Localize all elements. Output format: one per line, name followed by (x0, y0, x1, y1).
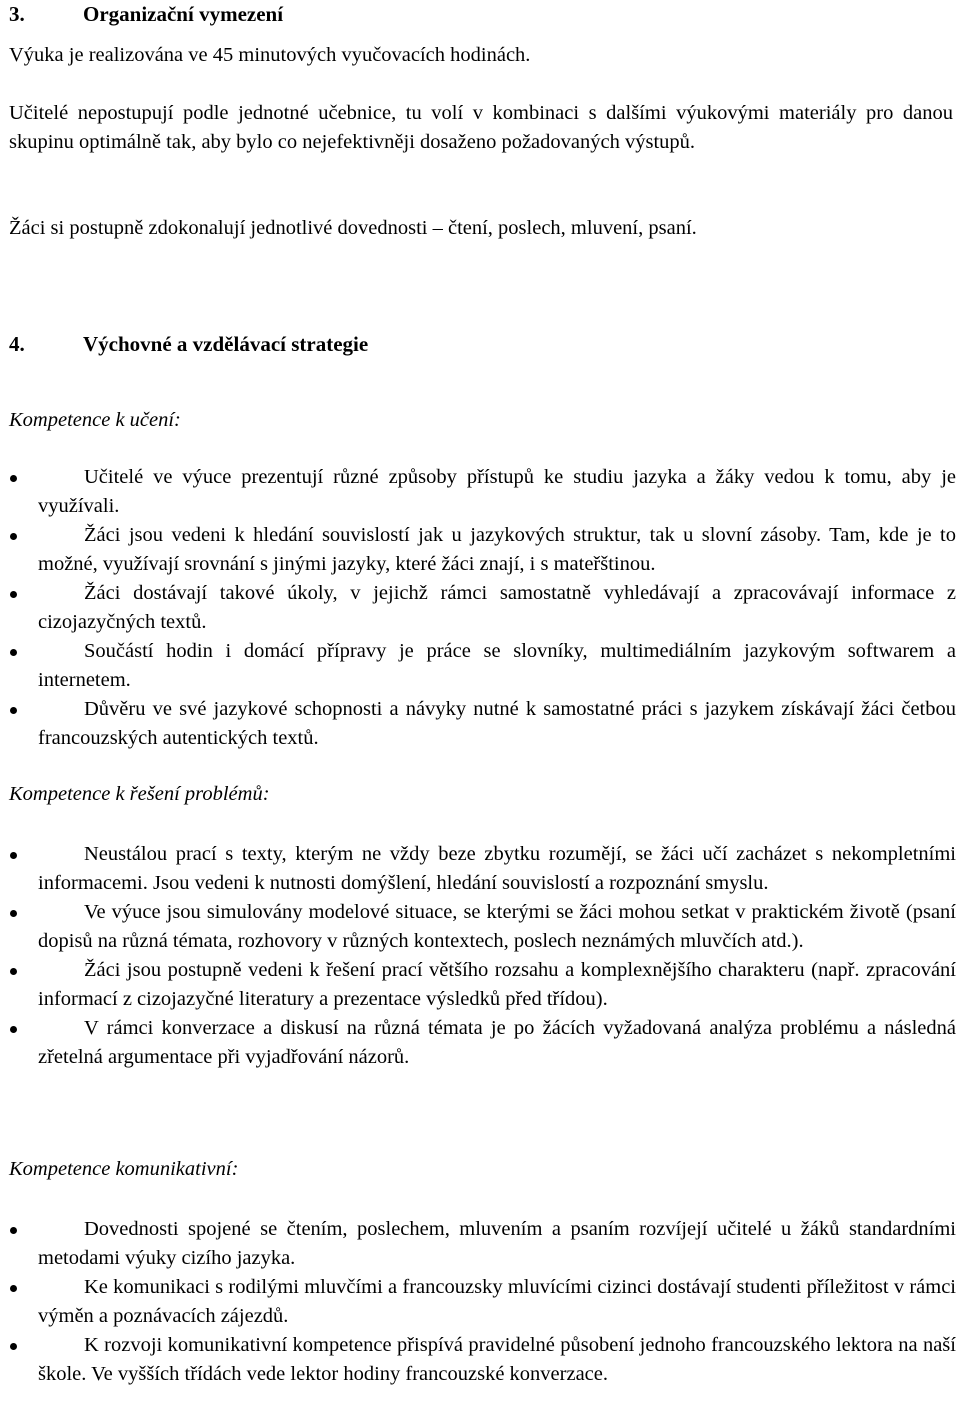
competence-problem-solving-list (38, 840, 956, 1072)
competence-learning-list (38, 463, 956, 753)
list-item: Ke komunikaci s rodilými mluvčími a francouzsky mluvícími cizinci dostávají studenti příležitost v rámci výměn a poznávacích zájezdů. (38, 1273, 956, 1331)
section-4-number: 4. (9, 332, 25, 356)
competence-communicative-heading: Kompetence komunikativní: (9, 1158, 239, 1180)
competence-learning-heading: Kompetence k učení: (9, 409, 181, 431)
section-3-paragraph-2: Učitelé nepostupují podle jednotné učebnice, tu volí v kombinaci s dalšími výukovými materiály pro danou skupinu optimálně tak, aby bylo co nejefektivněji dosaženo požadovaných výstupů. (9, 102, 953, 153)
list-item: Důvěru ve své jazykové schopnosti a návyky nutné k samostatné práci s jazykem získávají žáci četbou francouzských autentických textů. (38, 695, 956, 753)
list-item: K rozvoji komunikativní kompetence přispívá pravidelné působení jednoho francouzského lektora na naší škole. Ve vyšších třídách vede lektor hodiny francouzské konverzace. (38, 1331, 956, 1389)
section-4-title: Výchovné a vzdělávací strategie (83, 332, 369, 356)
list-item: Žáci jsou vedeni k hledání souvislostí jak u jazykových struktur, tak u slovní zásoby. Tam, kde je to možné, využívají srovnání s jinými jazyky, které žáci znají, i s mateřštinou. (38, 521, 956, 579)
list-item: Neustálou prací s texty, kterým ne vždy beze zbytku rozumějí, se žáci učí zacházet s nekompletními informacemi. Jsou vedeni k nutnosti domýšlení, hledání souvislostí a rozpoznání smyslu. (38, 840, 956, 898)
section-3-paragraph-1: Výuka je realizována ve 45 minutových vyučovacích hodinách. (9, 44, 531, 66)
section-3-paragraph-3: Žáci si postupně zdokonalují jednotlivé dovednosti – čtení, poslech, mluvení, psaní. (9, 217, 697, 239)
competence-communicative-list (38, 1215, 956, 1389)
list-item: Žáci jsou postupně vedeni k řešení prací většího rozsahu a komplexnějšího charakteru (např. zpracování informací z cizojazyčné literatury a prezentace výsledků před třídou). (38, 956, 956, 1014)
section-3-heading (9, 0, 953, 29)
list-item: Žáci dostávají takové úkoly, v jejichž rámci samostatně vyhledávají a zpracovávají informace z cizojazyčných textů. (38, 579, 956, 637)
list-item: V rámci konverzace a diskusí na různá témata je po žácích vyžadovaná analýza problému a následná zřetelná argumentace při vyjadřování názorů. (38, 1014, 956, 1072)
section-4-heading (9, 330, 953, 359)
list-item: Dovednosti spojené se čtením, poslechem, mluvením a psaním rozvíjejí učitelé u žáků standardními metodami výuky cizího jazyka. (38, 1215, 956, 1273)
list-item: Ve výuce jsou simulovány modelové situace, se kterými se žáci mohou setkat v praktickém životě (psaní dopisů na různá témata, rozhovory v různých kontextech, poslech neznámých mluvčích atd.). (38, 898, 956, 956)
section-3-title: Organizační vymezení (83, 2, 284, 26)
list-item: Učitelé ve výuce prezentují různé způsoby přístupů ke studiu jazyka a žáky vedou k tomu, aby je využívali. (38, 463, 956, 521)
competence-problem-solving-heading: Kompetence k řešení problémů: (9, 783, 270, 805)
list-item: Součástí hodin i domácí přípravy je práce se slovníky, multimediálním jazykovým softwarem a internetem. (38, 637, 956, 695)
section-3-number: 3. (9, 2, 25, 26)
